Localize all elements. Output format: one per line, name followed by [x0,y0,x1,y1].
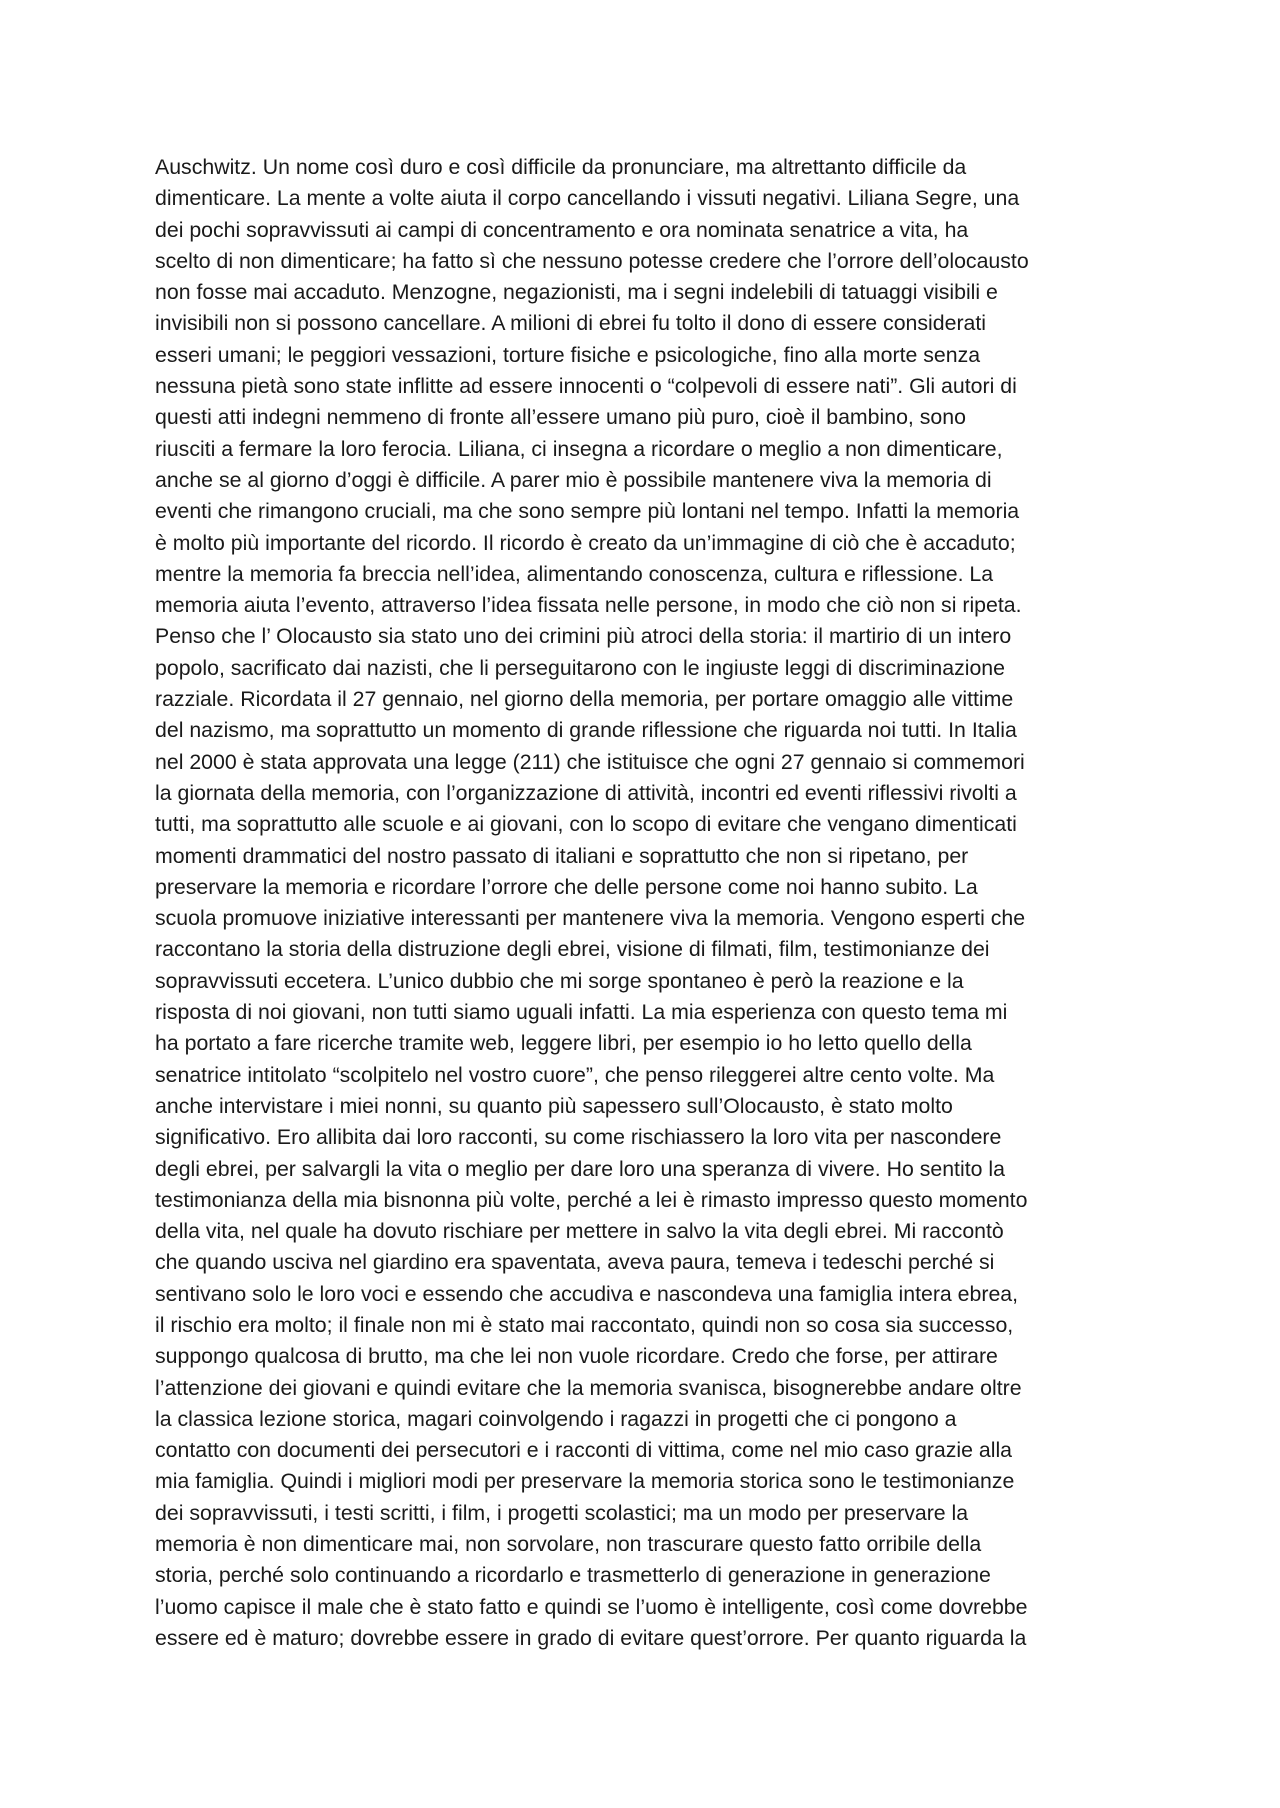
text-line: invisibili non si possono cancellare. A milioni di ebrei fu tolto il dono di essere considerati [155,311,987,336]
text-line: senatrice intitolato “scolpitelo nel vostro cuore”, che penso rileggerei altre cento volte. Ma [155,1062,995,1087]
text-line: risposta di noi giovani, non tutti siamo uguali infatti. La mia esperienza con questo tema mi [155,1000,1008,1025]
text-line: degli ebrei, per salvargli la vita o meglio per dare loro una speranza di vivere. Ho sentito la [155,1156,1005,1181]
text-line: della vita, nel quale ha dovuto rischiare per mettere in salvo la vita degli ebrei. Mi raccontò [155,1219,1004,1244]
text-line: dei pochi sopravvissuti ai campi di concentramento e ora nominata senatrice a vita, ha [155,217,969,242]
text-line: mentre la memoria fa breccia nell’idea, alimentando conoscenza, cultura e riflessione. La [155,561,994,586]
text-line: l’attenzione dei giovani e quindi evitare che la memoria svanisca, bisognerebbe andare oltre [155,1375,1022,1400]
text-line: dei sopravvissuti, i testi scritti, i film, i progetti scolastici; ma un modo per preservare la [155,1500,969,1525]
text-line: eventi che rimangono cruciali, ma che sono sempre più lontani nel tempo. Infatti la memoria [155,499,1020,524]
text-line: nessuna pietà sono state inflitte ad essere innocenti o “colpevoli di essere nati”. Gli autori di [155,374,1017,399]
text-line: testimonianza della mia bisnonna più volte, perché a lei è rimasto impresso questo momento [155,1187,1028,1212]
text-line: Auschwitz. Un nome così duro e così difficile da pronunciare, ma altrettanto difficile da [155,155,967,179]
text-line: scuola promuove iniziative interessanti per mantenere viva la memoria. Vengono esperti che [155,906,1026,931]
text-line: esseri umani; le peggiori vessazioni, torture fisiche e psicologiche, fino alla morte senza [155,342,981,367]
text-line: storia, perché solo continuando a ricordarlo e trasmetterlo di generazione in generazione [155,1563,991,1588]
text-line: dimenticare. La mente a volte aiuta il corpo cancellando i vissuti negativi. Liliana Segre, una [155,186,1020,211]
text-line: essere ed è maturo; dovrebbe essere in grado di evitare quest’orrore. Per quanto riguarda la [155,1625,1027,1650]
text-line: scelto di non dimenticare; ha fatto sì che nessuno potesse credere che l’orrore dell’olocausto [155,248,1029,273]
text-line: tutti, ma soprattutto alle scuole e ai giovani, con lo scopo di evitare che vengano dimenticati [155,812,1017,837]
text-line: nel 2000 è stata approvata una legge (211) che istituisce che ogni 27 gennaio si commemori [155,749,1025,774]
text-line: popolo, sacrificato dai nazisti, che li perseguitarono con le ingiuste leggi di discriminazione [155,655,1005,680]
text-line: memoria aiuta l’evento, attraverso l’idea fissata nelle persone, in modo che ciò non si ripeta. [155,593,1022,618]
text-line: anche intervistare i miei nonni, su quanto più sapessero sull’Olocausto, è stato molto [155,1093,953,1118]
text-line: è molto più importante del ricordo. Il ricordo è creato da un’immagine di ciò che è accaduto; [155,530,1016,555]
text-line: ha portato a fare ricerche tramite web, leggere libri, per esempio io ho letto quello della [155,1031,972,1056]
text-line: Penso che l’ Olocausto sia stato uno dei crimini più atroci della storia: il martirio di un intero [155,624,1012,649]
text-line: raccontano la storia della distruzione degli ebrei, visione di filmati, film, testimonianze dei [155,937,990,962]
text-line: sopravvissuti eccetera. L’unico dubbio che mi sorge spontaneo è però la reazione e la [155,968,964,993]
text-line: non fosse mai accaduto. Menzogne, negazionisti, ma i segni indelebili di tatuaggi visibili e [155,280,998,305]
text-line: sentivano solo le loro voci e essendo che accudiva e nascondeva una famiglia intera ebrea, [155,1281,1019,1306]
text-line: riusciti a fermare la loro ferocia. Liliana, ci insegna a ricordare o meglio a non dimenticare, [155,436,1003,461]
text-line: il rischio era molto; il finale non mi è stato mai raccontato, quindi non so cosa sia successo, [155,1312,1014,1337]
text-line: mia famiglia. Quindi i migliori modi per preservare la memoria storica sono le testimonianze [155,1469,1015,1494]
text-line: che quando usciva nel giardino era spaventata, aveva paura, temeva i tedeschi perché si [155,1250,995,1275]
text-line: anche se al giorno d’oggi è difficile. A parer mio è possibile mantenere viva la memoria di [155,467,992,492]
text-line: razziale. Ricordata il 27 gennaio, nel giorno della memoria, per portare omaggio alle vittime [155,687,1014,712]
text-line: suppongo qualcosa di brutto, ma che lei non vuole ricordare. Credo che forse, per attirare [155,1344,998,1369]
text-line: la classica lezione storica, magari coinvolgendo i ragazzi in progetti che ci pongono a [155,1406,957,1431]
text-line: momenti drammatici del nostro passato di italiani e soprattutto che non si ripetano, per [155,843,969,868]
text-line: del nazismo, ma soprattutto un momento di grande riflessione che riguarda noi tutti. In Italia [155,718,1017,743]
text-line: la giornata della memoria, con l’organizzazione di attività, incontri ed eventi riflessivi rivolti a [155,780,1017,805]
text-line: significativo. Ero allibita dai loro racconti, su come rischiassero la loro vita per nascondere [155,1125,1002,1150]
text-line: memoria è non dimenticare mai, non sorvolare, non trascurare questo fatto orribile della [155,1532,982,1557]
text-line: preservare la memoria e ricordare l’orrore che delle persone come noi hanno subito. La [155,874,978,899]
text-line: contatto con documenti dei persecutori e i racconti di vittima, come nel mio caso grazie alla [155,1438,1013,1463]
text-line: questi atti indegni nemmeno di fronte all’essere umano più puro, cioè il bambino, sono [155,405,966,430]
essay-body [155,152,1155,1654]
text-line: l’uomo capisce il male che è stato fatto e quindi se l’uomo è intelligente, così come dovrebbe [155,1594,1028,1619]
